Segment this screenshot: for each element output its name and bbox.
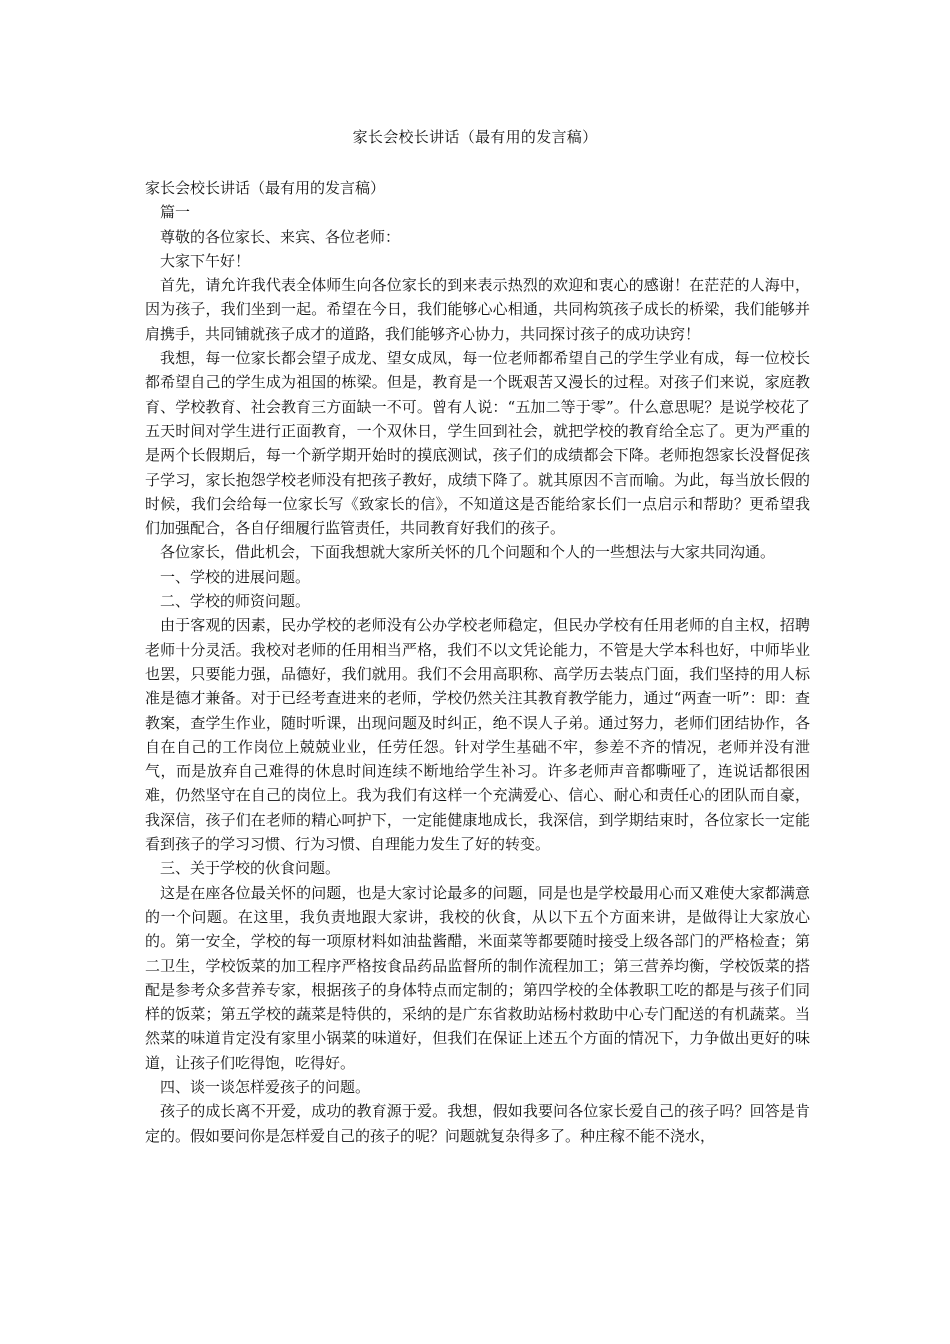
document-subtitle: 家长会校长讲话（最有用的发言稿）: [145, 179, 386, 197]
greeting: 大家下午好！: [160, 251, 251, 270]
body-paragraph: 我想，每一位家长都会望子成龙、望女成凤，每一位老师都希望自己的学生学业有成，每一位校长都希望自己的学生成为祖国的栋梁。但是，教育是一个既艰苦又漫长的过程。对孩子们来说，家庭教育、学校教育、社会教育三方面缺一不可。曾有人说：“五加二等于零”。什么意思呢？是说学校花了五天时间对学生进行正面教育，一个双休日，学生回到社会，就把学校的教育给全忘了。更为严重的是两个长假期后，每一个新学期开始时的摸底测试，孩子们的成绩都会下降。老师抱怨家长没督促孩子学习，家长抱怨学校老师没有把孩子教好，成绩下降了。就其原因不言而喻。为此，每当放长假的时候，我们会给每一位家长写《致家长的信》，不知道这是否能给家长们一点启示和帮助？更希望我们加强配合，各自仔细履行监管责任，共同教育好我们的孩子。: [145, 349, 810, 538]
document-title: 家长会校长讲话（最有用的发言稿）: [352, 128, 598, 146]
body-paragraph: 这是在座各位最关怀的问题，也是大家讨论最多的问题，同是也是学校最用心而又难使大家都满意的一个问题。在这里，我负责地跟大家讲，我校的伙食，从以下五个方面来讲，是做得让大家放心的。第一安全，学校的每一项原材料如油盐酱醋，米面菜等都要随时接受上级各部门的严格检查；第二卫生，学校饭菜的加工程序严格按食品药品监督所的制作流程加工；第三营养均衡，学校饭菜的搭配是参考众多营养专家，根据孩子的身体特点而定制的；第四学校的全体教职工吃的都是与孩子们同样的饭菜；第五学校的蔬菜是特供的，采纳的是广东省救助站杨村救助中心专门配送的有机蔬菜。当然菜的味道肯定没有家里小锅菜的味道好，但我们在保证上述五个方面的情况下，力争做出更好的味道，让孩子们吃得饱，吃得好。: [145, 883, 810, 1072]
section-heading: 一、学校的进展问题。: [160, 567, 311, 586]
section-heading: 四、谈一谈怎样爱孩子的问题。: [160, 1077, 371, 1096]
body-paragraph: 孩子的成长离不开爱，成功的教育源于爱。我想，假如我要问各位家长爱自己的孩子吗？回答是肯定的。假如要问你是怎样爱自己的孩子的呢？问题就复杂得多了。种庄稼不能不浇水，: [145, 1102, 810, 1145]
body-paragraph: 由于客观的因素，民办学校的老师没有公办学校老师稳定，但民办学校有任用老师的自主权，招聘老师十分灵活。我校对老师的任用相当严格，我们不以文凭论能力，不管是大学本科也好，中师毕业也罢，只要能力强，品德好，我们就用。我们不会用高职称、高学历去装点门面，我们坚持的用人标准是德才兼备。对于已经考查进来的老师，学校仍然关注其教育教学能力，通过“两查一听”：即：查教案，查学生作业，随时听课，出现问题及时纠正，绝不误人子弟。通过努力，老师们团结协作，各自在自己的工作岗位上兢兢业业，任劳任怨。针对学生基础不牢，参差不齐的情况，老师并没有泄气，而是放弃自己难得的休息时间连续不断地给学生补习。许多老师声音都嘶哑了，连说话都很困难，仍然坚守在自己的岗位上。我为我们有这样一个充满爱心、信心、耐心和责任心的团队而自豪，我深信，孩子们在老师的精心呵护下，一定能健康地成长，我深信，到学期结束时，各位家长一定能看到孩子的学习习惯、行为习惯、自理能力发生了好的转变。: [145, 616, 810, 854]
body-paragraph: 首先，请允许我代表全体师生向各位家长的到来表示热烈的欢迎和衷心的感谢！在茫茫的人海中，因为孩子，我们坐到一起。希望在今日，我们能够心心相通，共同构筑孩子成长的桥梁，我们能够并肩携手，共同铺就孩子成才的道路，我们能够齐心协力，共同探讨孩子的成功诀窍！: [145, 276, 810, 343]
section-heading: 三、关于学校的伙食问题。: [160, 859, 341, 878]
section-heading: 二、学校的师资问题。: [160, 592, 311, 611]
document-body: [145, 176, 810, 1148]
section-label: 篇一: [160, 203, 191, 222]
salutation: 尊敬的各位家长、来宾、各位老师：: [160, 227, 401, 246]
body-paragraph: 各位家长，借此机会，下面我想就大家所关怀的几个问题和个人的一些想法与大家共同沟通。: [160, 543, 776, 562]
